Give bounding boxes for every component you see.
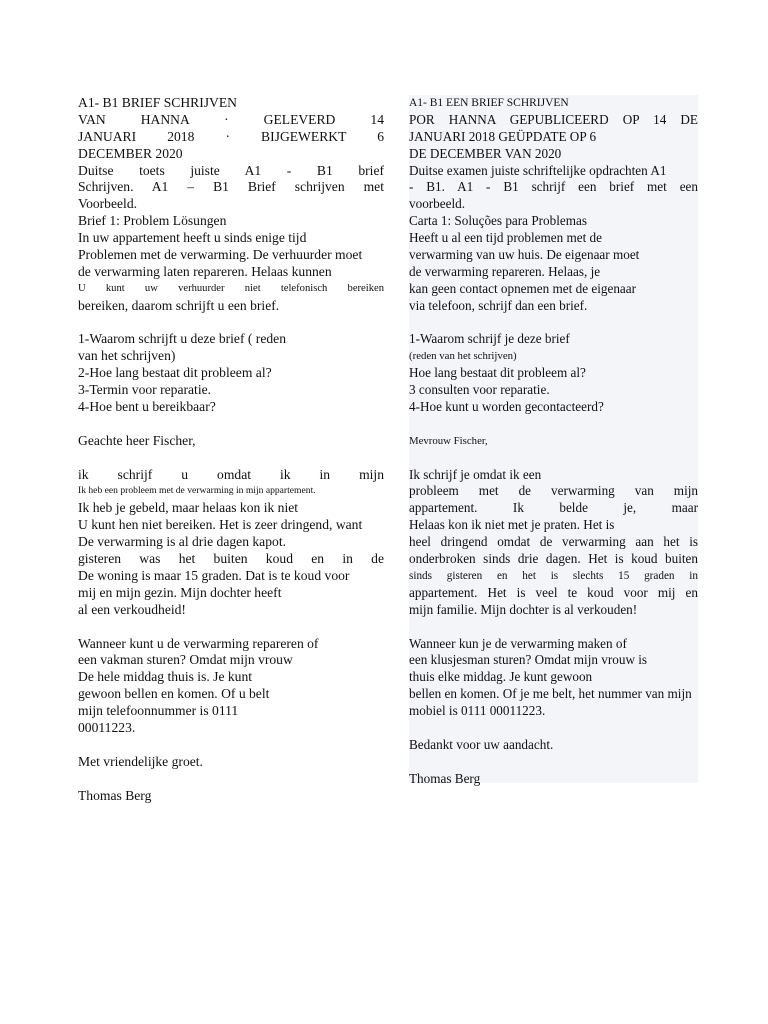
body-line: mij en mijn gezin. Mijn dochter heeft [78,584,282,600]
intro-line: - B1. A1 - B1 schrijf een brief met een [409,179,698,195]
task-line: via telefoon, schrijf dan een brief. [409,297,588,313]
body-line: gewoon bellen en komen. Of u belt [78,686,270,702]
letter-heading: Brief 1: Problem Lösungen [78,213,227,229]
body-line: een klusjesman sturen? Omdat mijn vrouw is [409,652,648,668]
body-line: Wanneer kunt u de verwarming repareren of [78,635,319,651]
blank-line [409,720,698,737]
body-line: appartement. Het is veel te koud voor mij en [409,584,698,600]
question-line: Hoe lang bestaat dit probleem al? [409,365,586,381]
body-line: probleem met de verwarming van mijn [409,483,698,499]
body-line: heel dringend omdat de verwarming aan het is [409,534,698,550]
body-line: De verwarming is al drie dagen kapot. [78,534,286,550]
body-line: onderbroken sinds drie dagen. Het is koud buiten [409,551,698,567]
question-line: 3-Termin voor reparatie. [78,382,212,398]
task-line: de verwarming repareren. Helaas, je [409,263,601,279]
intro-line: voorbeeld. [409,196,466,212]
blank-line [409,416,698,433]
body-line: ik schrijf u omdat ik in mijn [78,466,384,482]
body-line: 00011223. [78,719,136,735]
blank-line [78,737,384,754]
closing: Bedankt voor uw aandacht. [409,736,554,752]
task-line: bereiken, daarom schrijft u een brief. [78,297,280,313]
intro-line: Schrijven. A1 – B1 Brief schrijven met [78,179,384,195]
body-line: Ik heb je gebeld, maar helaas kon ik niet [78,500,299,516]
body-line: mobiel is 0111 00011223. [409,703,546,719]
body-line: thuis elke middag. Je kunt gewoon [409,669,593,685]
question-line: van het schrijven) [78,348,176,364]
blank-line [78,450,384,467]
task-line: kan geen contact opnemen met de eigenaar [409,280,637,296]
body-line: De hele middag thuis is. Je kunt [78,669,253,685]
byline: DECEMBER 2020 [78,145,183,161]
task-line: Heeft u al een tijd problemen met de [409,230,602,246]
question-line: (reden van het schrijven) [409,350,517,363]
body-line: De woning is maar 15 graden. Dat is te koud voor [78,567,350,583]
closing: Met vriendelijke groet. [78,753,203,769]
body-line: al een verkoudheid! [78,601,186,617]
body-line: bellen en komen. Of je me belt, het nummer van mijn [409,686,692,702]
byline: POR HANNA GEPUBLICEERD OP 14 DE [409,111,698,127]
question-line: 4-Hoe bent u bereikbaar? [78,399,216,415]
body-line: mijn telefoonnummer is 0111 [78,703,239,719]
body-line: Ik schrijf je omdat ik een [409,466,542,482]
blank-line [78,619,384,636]
body-line: U kunt hen niet bereiken. Het is zeer dringend, want [78,517,363,533]
body-line: Helaas kon ik niet met je praten. Het is [409,517,615,533]
byline: JANUARI 2018 GEÜPDATE OP 6 [409,128,597,144]
blank-line [409,315,698,332]
blank-line [78,416,384,433]
task-line: verwarming van uw huis. De eigenaar moet [409,247,640,263]
intro-line: Duitse examen juiste schriftelijke opdrachten A1 [409,162,667,178]
byline: JANUARI 2018 · BIJGEWERKT 6 [78,128,384,144]
salutation: Geachte heer Fischer, [78,432,196,448]
task-line: In uw appartement heeft u sinds enige tijd [78,230,307,246]
signature: Thomas Berg [409,770,481,786]
task-line: de verwarming laten repareren. Helaas kunnen [78,263,332,279]
question-line: 1-Waarom schrijft u deze brief ( reden [78,331,286,347]
task-line: U kunt uw verhuurder niet telefonisch bereiken [78,282,384,294]
blank-line [78,315,384,332]
blank-line [409,619,698,636]
translated-letter-column [409,95,698,786]
intro-line: Duitse toets juiste A1 - B1 brief [78,162,384,178]
dutch-letter-column [78,95,384,804]
body-line: Ik heb een probleem met de verwarming in mijn appartement. [78,485,316,497]
blank-line [409,450,698,467]
body-line: een vakman sturen? Omdat mijn vrouw [78,652,293,668]
body-line: Wanneer kun je de verwarming maken of [409,635,627,651]
body-line: sinds gisteren en het is slechts 15 graden in [409,569,698,582]
blank-line [409,754,698,771]
salutation: Mevrouw Fischer, [409,434,488,447]
task-line: Problemen met de verwarming. De verhuurder moet [78,247,363,263]
question-line: 1-Waarom schrijf je deze brief [409,331,570,347]
doc-title: A1- B1 EEN BRIEF SCHRIJVEN [409,97,569,109]
letter-heading: Carta 1: Soluções para Problemas [409,213,587,229]
question-line: 4-Hoe kunt u worden gecontacteerd? [409,399,604,415]
question-line: 2-Hoe lang bestaat dit probleem al? [78,365,272,381]
body-line: gisteren was het buiten koud en in de [78,551,384,567]
body-line: mijn familie. Mijn dochter is al verkouden! [409,601,638,617]
signature: Thomas Berg [78,787,152,803]
byline: DE DECEMBER VAN 2020 [409,145,562,161]
body-line: appartement. Ik belde je, maar [409,500,698,516]
question-line: 3 consulten voor reparatie. [409,382,550,398]
blank-line [78,771,384,788]
intro-line: Voorbeeld. [78,196,138,212]
byline: VAN HANNA · GELEVERD 14 [78,111,384,127]
doc-title: A1- B1 BRIEF SCHRIJVEN [78,95,237,110]
